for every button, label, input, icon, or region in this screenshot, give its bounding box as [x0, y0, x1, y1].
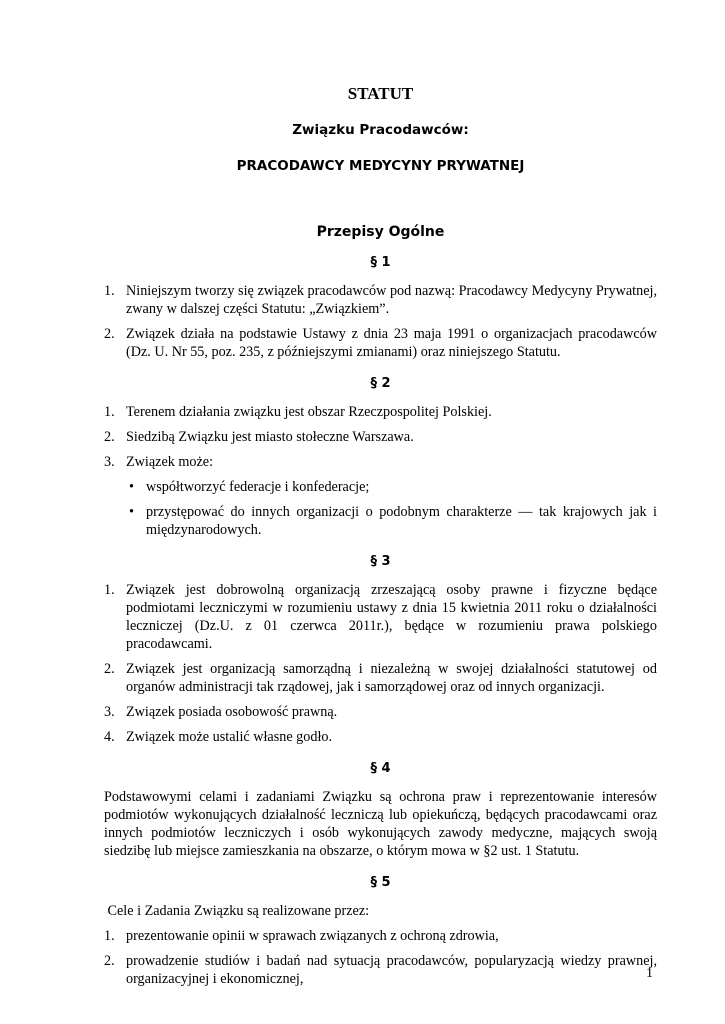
item-number: 1.: [104, 283, 115, 299]
bullet-text: przystępować do innych organizacji o podobnym charakterze — tak krajowych jak i międzynarodowych.: [146, 504, 657, 538]
item-number: 1.: [104, 928, 115, 944]
bullet-text: współtworzyć federacje i konfederacje;: [146, 479, 370, 495]
item-text: Związek jest dobrowolną organizacją zrzeszającą osoby prawne i fizyczne będące podmiotami leczniczymi w rozumieniu ustawy z dnia 15 kwietnia 2011 roku o działalności leczniczej (Dz.U. z 01 czerwca 2011r.), będące w rozumieniu prawa polskiego pracodawcami.: [126, 582, 657, 652]
paragraph-3-list: [104, 581, 657, 746]
bullet-item: [104, 503, 657, 539]
item-number: 2.: [104, 661, 115, 677]
item-text: Związek może:: [126, 454, 214, 470]
paragraph-heading-3: § 3: [370, 554, 391, 569]
item-text: Związek jest organizacją samorządną i niezależną w swojej działalności statutowej od organów administracji tak rządowej, jak i samorządowej oraz od innych organizacji.: [126, 661, 657, 695]
item-number: 1.: [104, 582, 115, 598]
list-item: [104, 660, 657, 696]
document-body: [104, 84, 657, 995]
paragraph-1-list: [104, 282, 657, 361]
item-number: 3.: [104, 704, 115, 720]
paragraph-heading-2: § 2: [370, 376, 391, 391]
item-number: 2.: [104, 953, 115, 969]
paragraph-4-text: Podstawowymi celami i zadaniami Związku są ochrona praw i reprezentowanie interesów podmiotów wykonujących działalność leczniczą lub opiekuńczą, będących pracodawcami oraz innych podmiotów leczniczych i osób wykonujących zawody medyczne, mających swoją siedzibę lub miejsce zamieszkania na obszarze, o którym mowa w §2 ust. 1 Statutu.: [104, 789, 657, 859]
list-item: [104, 282, 657, 318]
item-text: Związek może ustalić własne godło.: [126, 729, 333, 745]
item-number: 3.: [104, 454, 115, 470]
bullet-icon: •: [129, 504, 134, 520]
list-item: [104, 428, 657, 446]
item-text: Niniejszym tworzy się związek pracodawców pod nazwą: Pracodawcy Medycyny Prywatnej, zwany w dalszej części Statutu: „Związkiem”.: [126, 283, 657, 317]
list-item: [104, 728, 657, 746]
document-title: STATUT: [347, 84, 414, 103]
item-number: 1.: [104, 404, 115, 420]
list-item: [104, 325, 657, 361]
item-text: prowadzenie studiów i badań nad sytuacją pracodawców, popularyzacją wiedzy prawnej, organizacyjnej i ekonomicznej,: [126, 953, 657, 987]
paragraph-heading-4: § 4: [370, 761, 391, 776]
organization-name: PRACODAWCY MEDYCYNY PRYWATNEJ: [236, 158, 525, 174]
list-item: [104, 952, 657, 988]
list-item: [104, 453, 657, 471]
paragraph-5-list: [104, 927, 657, 988]
item-text: Terenem działania związku jest obszar Rzeczpospolitej Polskiej.: [126, 404, 492, 420]
paragraph-heading-5: § 5: [370, 875, 391, 890]
item-text: prezentowanie opinii w sprawach związanych z ochroną zdrowia,: [126, 928, 499, 944]
list-item: [104, 927, 657, 945]
bullet-item: [104, 478, 657, 496]
bullet-icon: •: [129, 479, 134, 495]
item-number: 4.: [104, 729, 115, 745]
item-number: 2.: [104, 429, 115, 445]
paragraph-5-intro: Cele i Zadania Związku są realizowane przez:: [104, 903, 370, 919]
section-title: Przepisy Ogólne: [316, 224, 445, 240]
list-item: [104, 703, 657, 721]
page-number: 1: [646, 966, 653, 981]
paragraph-2-list: [104, 403, 657, 539]
item-text: Związek posiada osobowość prawną.: [126, 704, 338, 720]
item-text: Związek działa na podstawie Ustawy z dnia 23 maja 1991 o organizacjach pracodawców (Dz. U. Nr 55, poz. 235, z późniejszymi zmianami) oraz niniejszego Statutu.: [126, 326, 657, 360]
paragraph-heading-1: § 1: [370, 255, 391, 270]
document-subtitle: Związku Pracodawców:: [292, 122, 469, 138]
item-text: Siedzibą Związku jest miasto stołeczne Warszawa.: [126, 429, 414, 445]
list-item: [104, 581, 657, 653]
item-number: 2.: [104, 326, 115, 342]
list-item: [104, 403, 657, 421]
